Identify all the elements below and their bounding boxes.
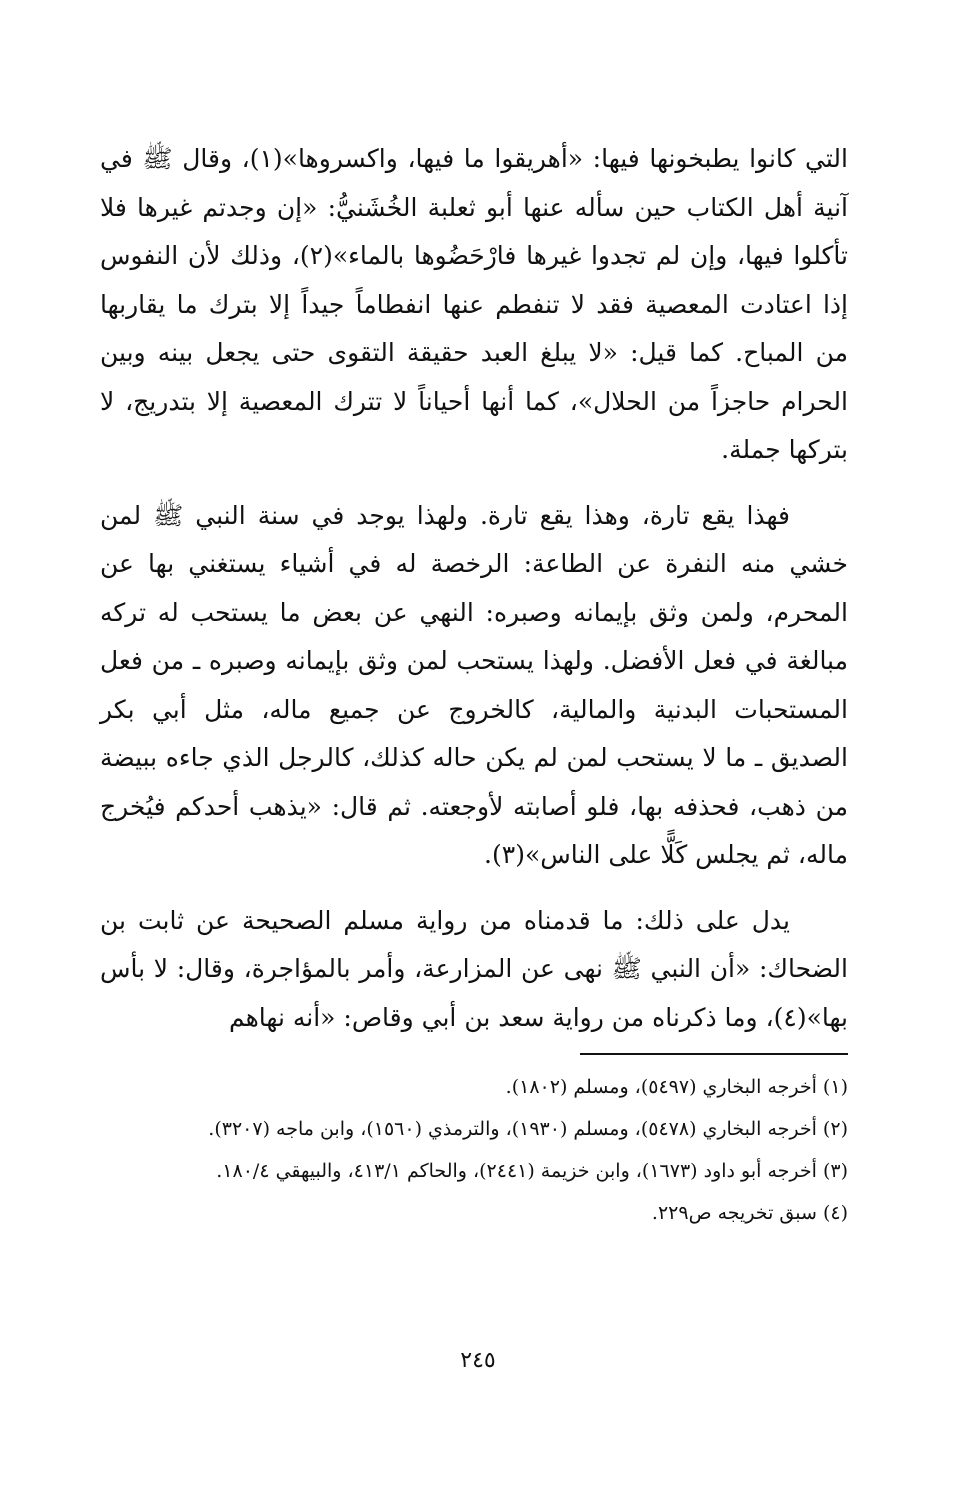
- footnote-2: (٢) أخرجه البخاري (٥٤٧٨)، ومسلم (١٩٣٠)، والترمذي (١٥٦٠)، وابن ماجه (٣٢٠٧).: [208, 1118, 848, 1140]
- main-text: [100, 135, 848, 1059]
- paragraph-1: التي كانوا يطبخونها فيها: «أهريقوا ما فيها، واكسروها»(١)، وقال ﷺ في آنية أهل الكتاب حين سأله عنها أبو ثعلبة الخُشَنيُّ: «إن وجدتم غيرها فلا تأكلوا فيها، وإن لم تجدوا غيرها فارْحَضُوها بالماء»(٢)، وذلك لأن النفوس إذا اعتادت المعصية فقد لا تنفطم عنها انفطاماً جيداً إلا بترك ما يقاربها من المباح. كما قيل: «لا يبلغ العبد حقيقة التقوى حتى يجعل بينه وبين الحرام حاجزاً من الحلال»، كما أنها أحياناً لا تترك المعصية إلا بتدريج، لا بتركها جملة.: [100, 144, 849, 464]
- footnote-3: (٣) أخرجه أبو داود (١٦٧٣)، وابن خزيمة (٢٤٤١)، والحاكم ٤١٣/١، والبيهقي ١٨٠/٤.: [216, 1160, 848, 1182]
- paragraph-3: يدل على ذلك: ما قدمناه من رواية مسلم الصحيحة عن ثابت بن الضحاك: «أن النبي ﷺ نهى عن المزارعة، وأمر بالمؤاجرة، وقال: لا بأس بها»(٤)، وما ذكرناه من رواية سعد بن أبي وقاص: «أنه نهاهم: [100, 905, 848, 1032]
- footnote-divider: [580, 1053, 848, 1055]
- footnote-1: (١) أخرجه البخاري (٥٤٩٧)، ومسلم (١٨٠٢).: [505, 1076, 848, 1098]
- paragraph-2: فهذا يقع تارة، وهذا يقع تارة. ولهذا يوجد في سنة النبي ﷺ لمن خشي منه النفرة عن الطاعة: الرخصة له في أشياء يستغني بها عن المحرم، ولمن وثق بإيمانه وصبره: النهي عن بعض ما يستحب له تركه مبالغة في فعل الأفضل. ولهذا يستحب لمن وثق بإيمانه وصبره ـ من فعل المستحبات البدنية والمالية، كالخروج عن جميع ماله، مثل أبي بكر الصديق ـ ما لا يستحب لمن لم يكن حاله كذلك، كالرجل الذي جاءه ببيضة من ذهب، فحذفه بها، فلو أصابته لأوجعته. ثم قال: «يذهب أحدكم فيُخرج ماله، ثم يجلس كَلًّا على الناس»(٣).: [100, 500, 848, 869]
- footnote-4: (٤) سبق تخريجه ص٢٢٩.: [651, 1202, 848, 1224]
- page-number: ٢٤٥: [460, 1348, 496, 1373]
- footnotes: [100, 1068, 848, 1236]
